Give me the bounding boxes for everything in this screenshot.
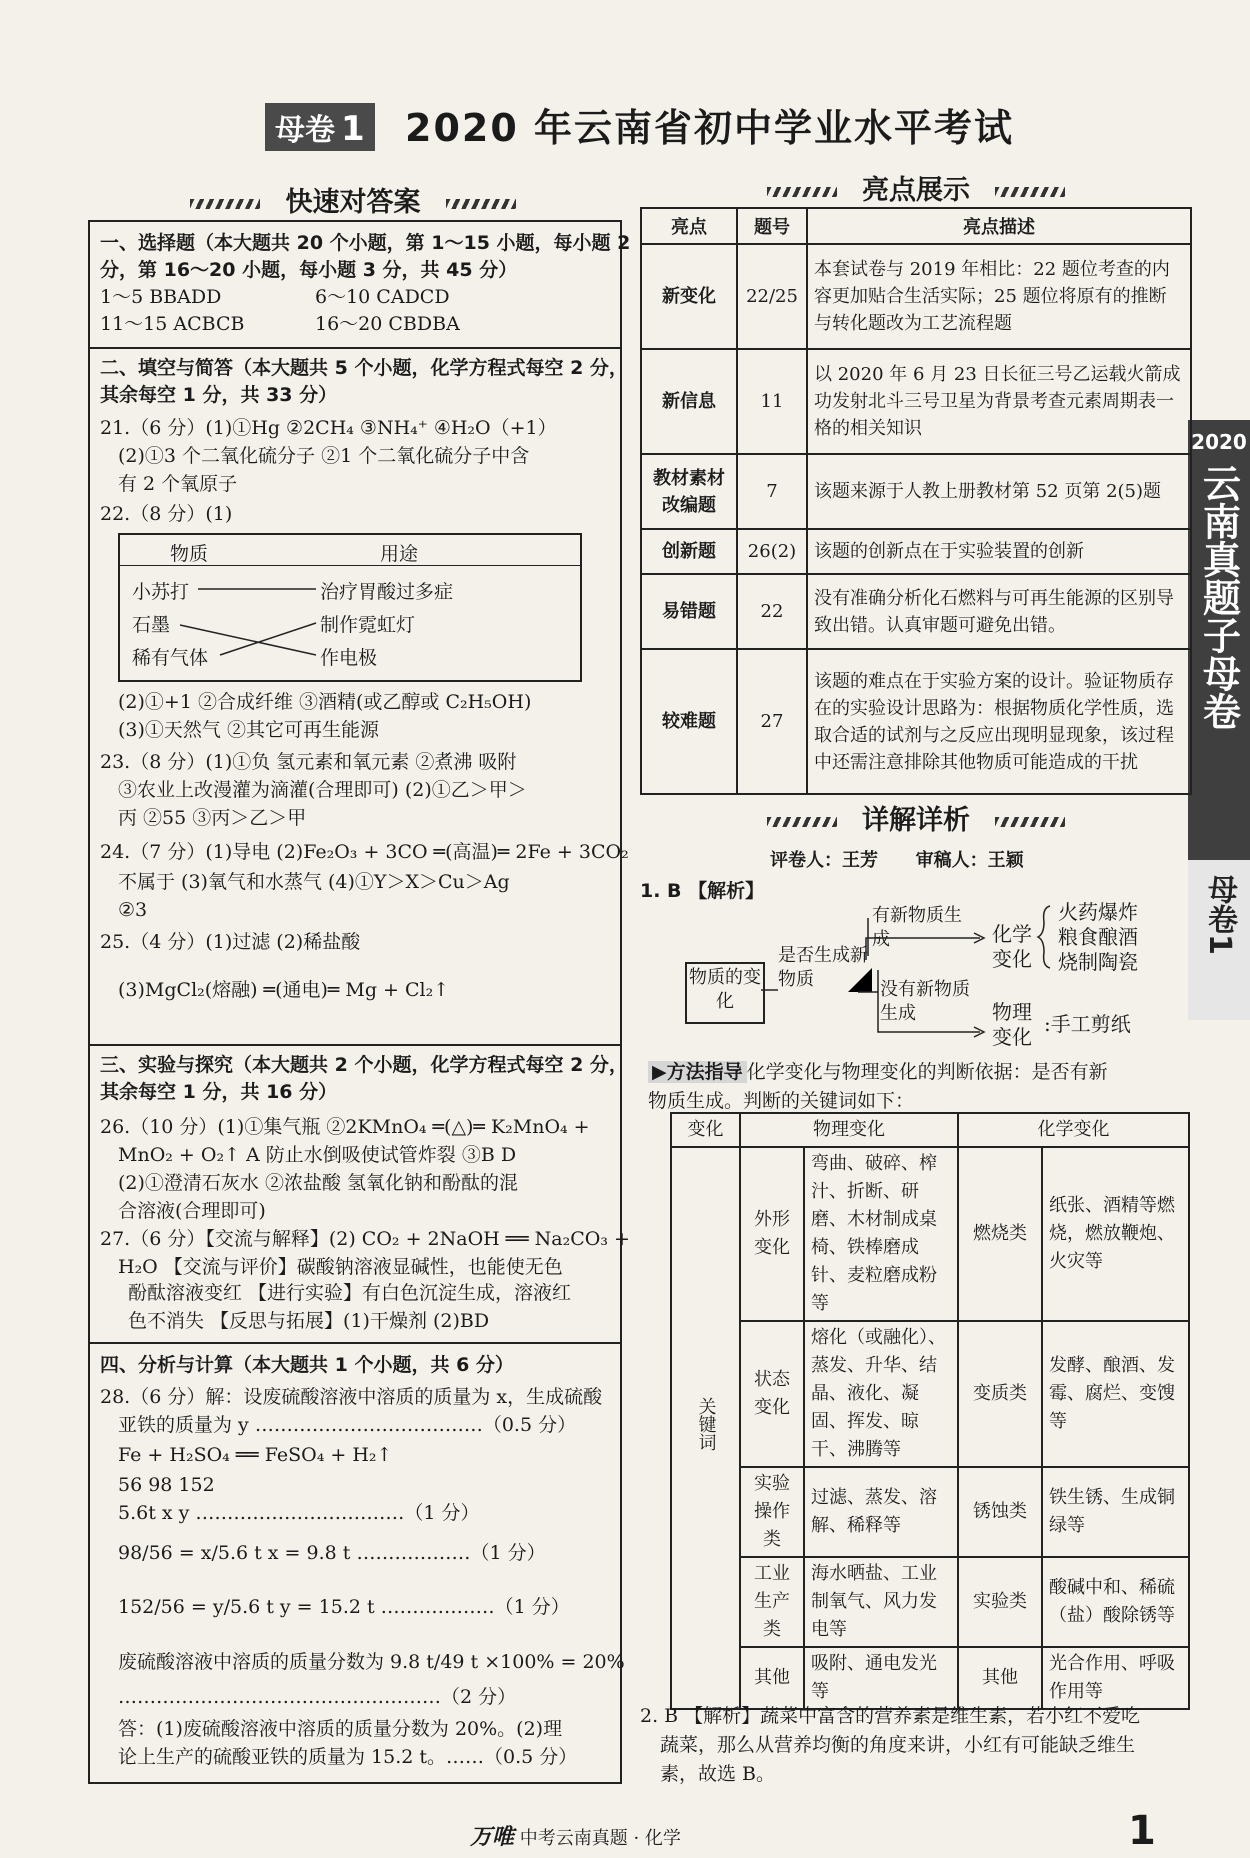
question-2-text: 蔬菜，那么从营养均衡的角度来讲，小红有可能缺乏维生 (660, 1734, 1136, 1756)
answer-line: 合溶液(合理即可) (118, 1200, 266, 1222)
table-row (641, 454, 1191, 529)
answer-line: 56 98 152 (118, 1474, 215, 1496)
table-cell: 该题的难点在于实验方案的设计。验证物质存在的实验设计思路为：根据物质化学性质，选取合适的试剂与之反应出现明显现象，该过程中还需注意排除其他物质可能造成的干扰 (807, 649, 1191, 794)
table-cell: 其他 (740, 1647, 804, 1709)
side-tab-sub (1188, 860, 1250, 1020)
table-cell: 过滤、蒸发、溶解、稀释等 (804, 1467, 958, 1557)
column-header: 亮点 (641, 208, 737, 244)
side-tab (1188, 420, 1250, 860)
answer-line: ③农业上改漫灌为滴灌(合理即可) (2)①乙＞甲＞ (118, 779, 527, 801)
method-tip-text: 物质生成。判断的关键词如下： (648, 1090, 915, 1112)
answer-line: 答：(1)废硫酸溶液中溶质的质量分数为 20%。(2)理 (118, 1718, 563, 1740)
table-cell: 教材素材改编题 (641, 454, 737, 529)
keywords-table (670, 1112, 1190, 1710)
diagram-example: 粮食酿酒 (1058, 925, 1138, 949)
table-cell: 弯曲、破碎、榨汁、折断、研磨、木材制成桌椅、铁棒磨成针、麦粒磨成粉等 (804, 1147, 958, 1321)
question-1-label: 1. B 【解析】 (640, 880, 765, 902)
question-2-text: 素，故选 B。 (660, 1763, 776, 1785)
answer-line: 有 2 个氧原子 (118, 473, 238, 495)
table-cell: 变质类 (958, 1321, 1042, 1467)
answer-line: 5.6t x y ……………………………（1 分） (118, 1502, 480, 1524)
method-tip-text: 化学变化与物理变化的判断依据：是否有新 (746, 1061, 1108, 1083)
highlights-table (640, 207, 1192, 795)
table-cell: 本套试卷与 2019 年相比：22 题位考查的内容更加贴合生活实际；25 题位将原有的推断与转化题改为工艺流程题 (807, 244, 1191, 349)
diagram-chemical: 化学变化 (992, 922, 1032, 971)
answer-line: 废硫酸溶液中溶质的质量分数为 9.8 t/49 t ×100% = 20% (118, 1651, 625, 1673)
table-cell: 其他 (958, 1647, 1042, 1709)
table-header-row (641, 208, 1191, 244)
answer-line: 色不消失 【反思与拓展】(1)干燥剂 (2)BD (128, 1310, 490, 1332)
table-cell: 易错题 (641, 574, 737, 649)
diagram-arrows (640, 900, 1192, 1050)
table-cell: 锈蚀类 (958, 1467, 1042, 1557)
answer-line: 27.（6 分）【交流与解释】(2) CO₂ + 2NaOH ══ Na₂CO₃ + (100, 1228, 630, 1250)
hatch-decoration (190, 199, 260, 209)
answer-line: 98/56 = x/5.6 t x = 9.8 t ………………（1 分） (118, 1542, 546, 1564)
diagram-question: 是否生成新物质 (778, 945, 868, 990)
column-header: 变化 (671, 1113, 740, 1147)
section-calculation (90, 1342, 625, 1784)
answer-line: 23.（8 分）(1)①负 氢元素和氧元素 ②煮沸 吸附 (100, 751, 517, 773)
page-header (265, 95, 1065, 153)
table-cell: 22/25 (737, 244, 807, 349)
table-cell: 新信息 (641, 349, 737, 454)
page-title: 2020 年云南省初中学业水平考试 (405, 106, 1014, 150)
paper-badge: 母卷 1 (265, 103, 375, 151)
table-cell: 以 2020 年 6 月 23 日长征三号乙运载火箭成功发射北斗三号卫星为背景考查元素周期表一格的相关知识 (807, 349, 1191, 454)
answer-line: 24.（7 分）(1)导电 (2)Fe₂O₃ + 3CO ═(高温)═ 2Fe + 3CO₂ (100, 841, 629, 863)
matching-lines (120, 535, 580, 680)
answer-line: 152/56 = y/5.6 t y = 15.2 t ………………（1 分） (118, 1596, 570, 1618)
table-row (641, 244, 1191, 349)
answer-line: 16～20 CBDBA (315, 313, 460, 335)
answer-line: (3)MgCl₂(熔融) ═(通电)═ Mg + Cl₂↑ (118, 979, 450, 1001)
table-cell: 外形变化 (740, 1147, 804, 1321)
table-row (641, 649, 1191, 794)
table-row (641, 529, 1191, 574)
section-fill (90, 347, 629, 1044)
diagram-root: 物质的变化 (685, 962, 765, 1024)
column-header: 化学变化 (958, 1113, 1189, 1147)
hatch-decoration (767, 187, 837, 197)
table-row (641, 349, 1191, 454)
table-cell: 22 (737, 574, 807, 649)
answer-line: 1～5 BBADD (100, 286, 222, 308)
section-title: 四、分析与计算（本大题共 1 个小题，共 6 分） (100, 1354, 514, 1376)
answer-line: H₂O 【交流与评价】碳酸钠溶液显碱性，也能使无色 (118, 1256, 563, 1278)
answer-line: 28.（6 分）解：设废硫酸溶液中溶质的质量为 x，生成硫酸 (100, 1386, 603, 1408)
answer-line: 25.（4 分）(1)过滤 (2)稀盐酸 (100, 931, 361, 953)
table-cell: 纸张、酒精等燃烧，燃放鞭炮、火灾等 (1042, 1147, 1189, 1321)
answer-line: ②3 (118, 899, 148, 921)
table-row (671, 1647, 1189, 1709)
table-cell: 较难题 (641, 649, 737, 794)
diagram-example-row: :手工剪纸 (1044, 1012, 1131, 1036)
column-header: 物理变化 (740, 1113, 958, 1147)
section-title: 其余每空 1 分，共 16 分） (100, 1081, 338, 1103)
quick-answers-heading: 快速对答案 (88, 180, 618, 219)
table-cell: 熔化（或融化）、蒸发、升华、结晶、液化、凝固、挥发、晾干、沸腾等 (804, 1321, 958, 1467)
section-title: 二、填空与简答（本大题共 5 个小题，化学方程式每空 2 分， (100, 357, 628, 379)
answer-line: 论上生产的硫酸亚铁的质量为 15.2 t。……（0.5 分） (118, 1746, 578, 1768)
matching-use: 作电极 (320, 647, 378, 669)
table-cell: 11 (737, 349, 807, 454)
matching-substance: 小苏打 (132, 581, 190, 603)
matching-substance: 石墨 (132, 614, 171, 636)
column-header: 题号 (737, 208, 807, 244)
diagram-example: 烧制陶瓷 (1058, 950, 1138, 974)
section-title: 其余每空 1 分，共 33 分） (100, 384, 338, 406)
matching-use: 制作霓虹灯 (320, 614, 416, 636)
diagram-example: 手工剪纸 (1050, 1012, 1131, 1036)
table-row (671, 1321, 1189, 1467)
table-row (671, 1467, 1189, 1557)
table-cell: 海水晒盐、工业制氧气、风力发电等 (804, 1557, 958, 1647)
hatch-decoration (995, 817, 1065, 827)
answer-line: (2)①澄清石灰水 ②浓盐酸 氢氧化钠和酚酞的混 (118, 1172, 518, 1194)
reviewers: 评卷人：王芳 审稿人：王颖 (770, 850, 1024, 871)
table-cell: 27 (737, 649, 807, 794)
answer-line: MnO₂ + O₂↑ A 防止水倒吸使试管炸裂 ③B D (118, 1144, 517, 1166)
matching-box (118, 533, 582, 682)
table-cell: 26(2) (737, 529, 807, 574)
column-header: 亮点描述 (807, 208, 1191, 244)
method-tip (648, 1058, 1188, 1116)
table-cell: 状态变化 (740, 1321, 804, 1467)
table-cell: 光合作用、呼吸作用等 (1042, 1647, 1189, 1709)
table-header-row (671, 1113, 1189, 1147)
diagram-physical: 物理变化 (992, 1000, 1032, 1049)
table-row (671, 1557, 1189, 1647)
answer-line: 11～15 ACBCB (100, 313, 245, 335)
change-diagram (640, 900, 1192, 1050)
question-2-text: 2. B 【解析】蔬菜中富含的营养素是维生素，若小红不爱吃 (640, 1705, 1141, 1727)
side-tab-sub-label: 母卷1 (1202, 874, 1237, 955)
section-title: 分，第 16～20 小题，每小题 3 分，共 45 分） (100, 259, 518, 281)
diagram-no: 没有新物质生成 (880, 979, 970, 1024)
table-cell: 没有准确分析化石燃料与可再生能源的区别导致出错。认真审题可避免出错。 (807, 574, 1191, 649)
keywords-side-cell (671, 1147, 740, 1709)
table-cell: 创新题 (641, 529, 737, 574)
page-number: 1 (1128, 1808, 1156, 1854)
table-cell: 该题来源于人教上册教材第 52 页第 2(5)题 (807, 454, 1191, 529)
quick-answers-box (88, 220, 631, 1784)
diagram-yes: 有新物质生成 (872, 905, 962, 950)
answer-line: 6～10 CADCD (315, 286, 450, 308)
side-tab-year: 2020 (1191, 430, 1247, 454)
matching-header: 物质 (170, 543, 209, 565)
table-cell: 该题的创新点在于实验装置的创新 (807, 529, 1191, 574)
table-cell: 发酵、酿酒、发霉、腐烂、变馊等 (1042, 1321, 1189, 1467)
section-title: 一、选择题（本大题共 20 个小题，第 1～15 小题，每小题 2 (100, 232, 631, 254)
section-title: 三、实验与探究（本大题共 2 个小题，化学方程式每空 2 分， (100, 1054, 628, 1076)
footer (470, 1820, 681, 1851)
answer-line: 不属于 (3)氧气和水蒸气 (4)①Y＞X＞Cu＞Ag (118, 871, 510, 893)
hatch-decoration (767, 817, 837, 827)
table-cell: 实验操作类 (740, 1467, 804, 1557)
answer-line: 26.（10 分）(1)①集气瓶 ②2KMnO₄ ═(△)═ K₂MnO₄ + (100, 1116, 590, 1138)
answer-line: 亚铁的质量为 y ………………………………（0.5 分） (118, 1414, 577, 1436)
answer-line: 酚酞溶液变红 【进行实验】有白色沉淀生成，溶液红 (128, 1282, 572, 1304)
matching-header: 用途 (380, 543, 419, 565)
answer-line: (2)①+1 ②合成纤维 ③酒精(或乙醇或 C₂H₅OH) (118, 691, 532, 713)
answer-line: Fe + H₂SO₄ ══ FeSO₄ + H₂↑ (118, 1444, 393, 1466)
answer-line: (3)①天然气 ②其它可再生能源 (118, 719, 379, 741)
table-row (641, 574, 1191, 649)
method-tip-label: ▶方法指导 (648, 1061, 747, 1083)
highlights-heading: 亮点展示 (640, 168, 1192, 207)
table-cell: 吸附、通电发光等 (804, 1647, 958, 1709)
table-cell: 铁生锈、生成铜绿等 (1042, 1467, 1189, 1557)
table-cell: 工业生产类 (740, 1557, 804, 1647)
table-cell: 新变化 (641, 244, 737, 349)
hatch-decoration (446, 199, 516, 209)
hatch-decoration (995, 187, 1065, 197)
answer-line: 丙 ②55 ③丙＞乙＞甲 (118, 807, 307, 829)
table-cell: 实验类 (958, 1557, 1042, 1647)
table-cell: 7 (737, 454, 807, 529)
diagram-example: 火药爆炸 (1058, 900, 1138, 924)
answer-line: ……………………………………………（2 分） (118, 1686, 517, 1708)
section-choice (90, 222, 631, 345)
table-cell: 酸碱中和、稀硫（盐）酸除锈等 (1042, 1557, 1189, 1647)
section-experiment (90, 1044, 630, 1301)
answer-line: 22.（8 分）(1) (100, 503, 233, 525)
analysis-heading: 详解详析 (640, 798, 1192, 837)
side-tab-label: 云南真题子母卷 (1196, 464, 1241, 730)
answer-line: 21.（6 分）(1)①Hg ②2CH₄ ③NH₄⁺ ④H₂O（+1） (100, 417, 557, 439)
matching-use: 治疗胃酸过多症 (320, 581, 454, 603)
table-cell: 燃烧类 (958, 1147, 1042, 1321)
brand-logo: 万唯 (470, 1825, 515, 1850)
table-row (671, 1147, 1189, 1321)
answer-line: (2)①3 个二氧化硫分子 ②1 个二氧化硫分子中含 (118, 445, 530, 467)
footer-text: 中考云南真题 · 化学 (519, 1828, 681, 1849)
keywords-side-label: 关键词 (695, 1396, 717, 1451)
matching-substance: 稀有气体 (132, 647, 209, 669)
